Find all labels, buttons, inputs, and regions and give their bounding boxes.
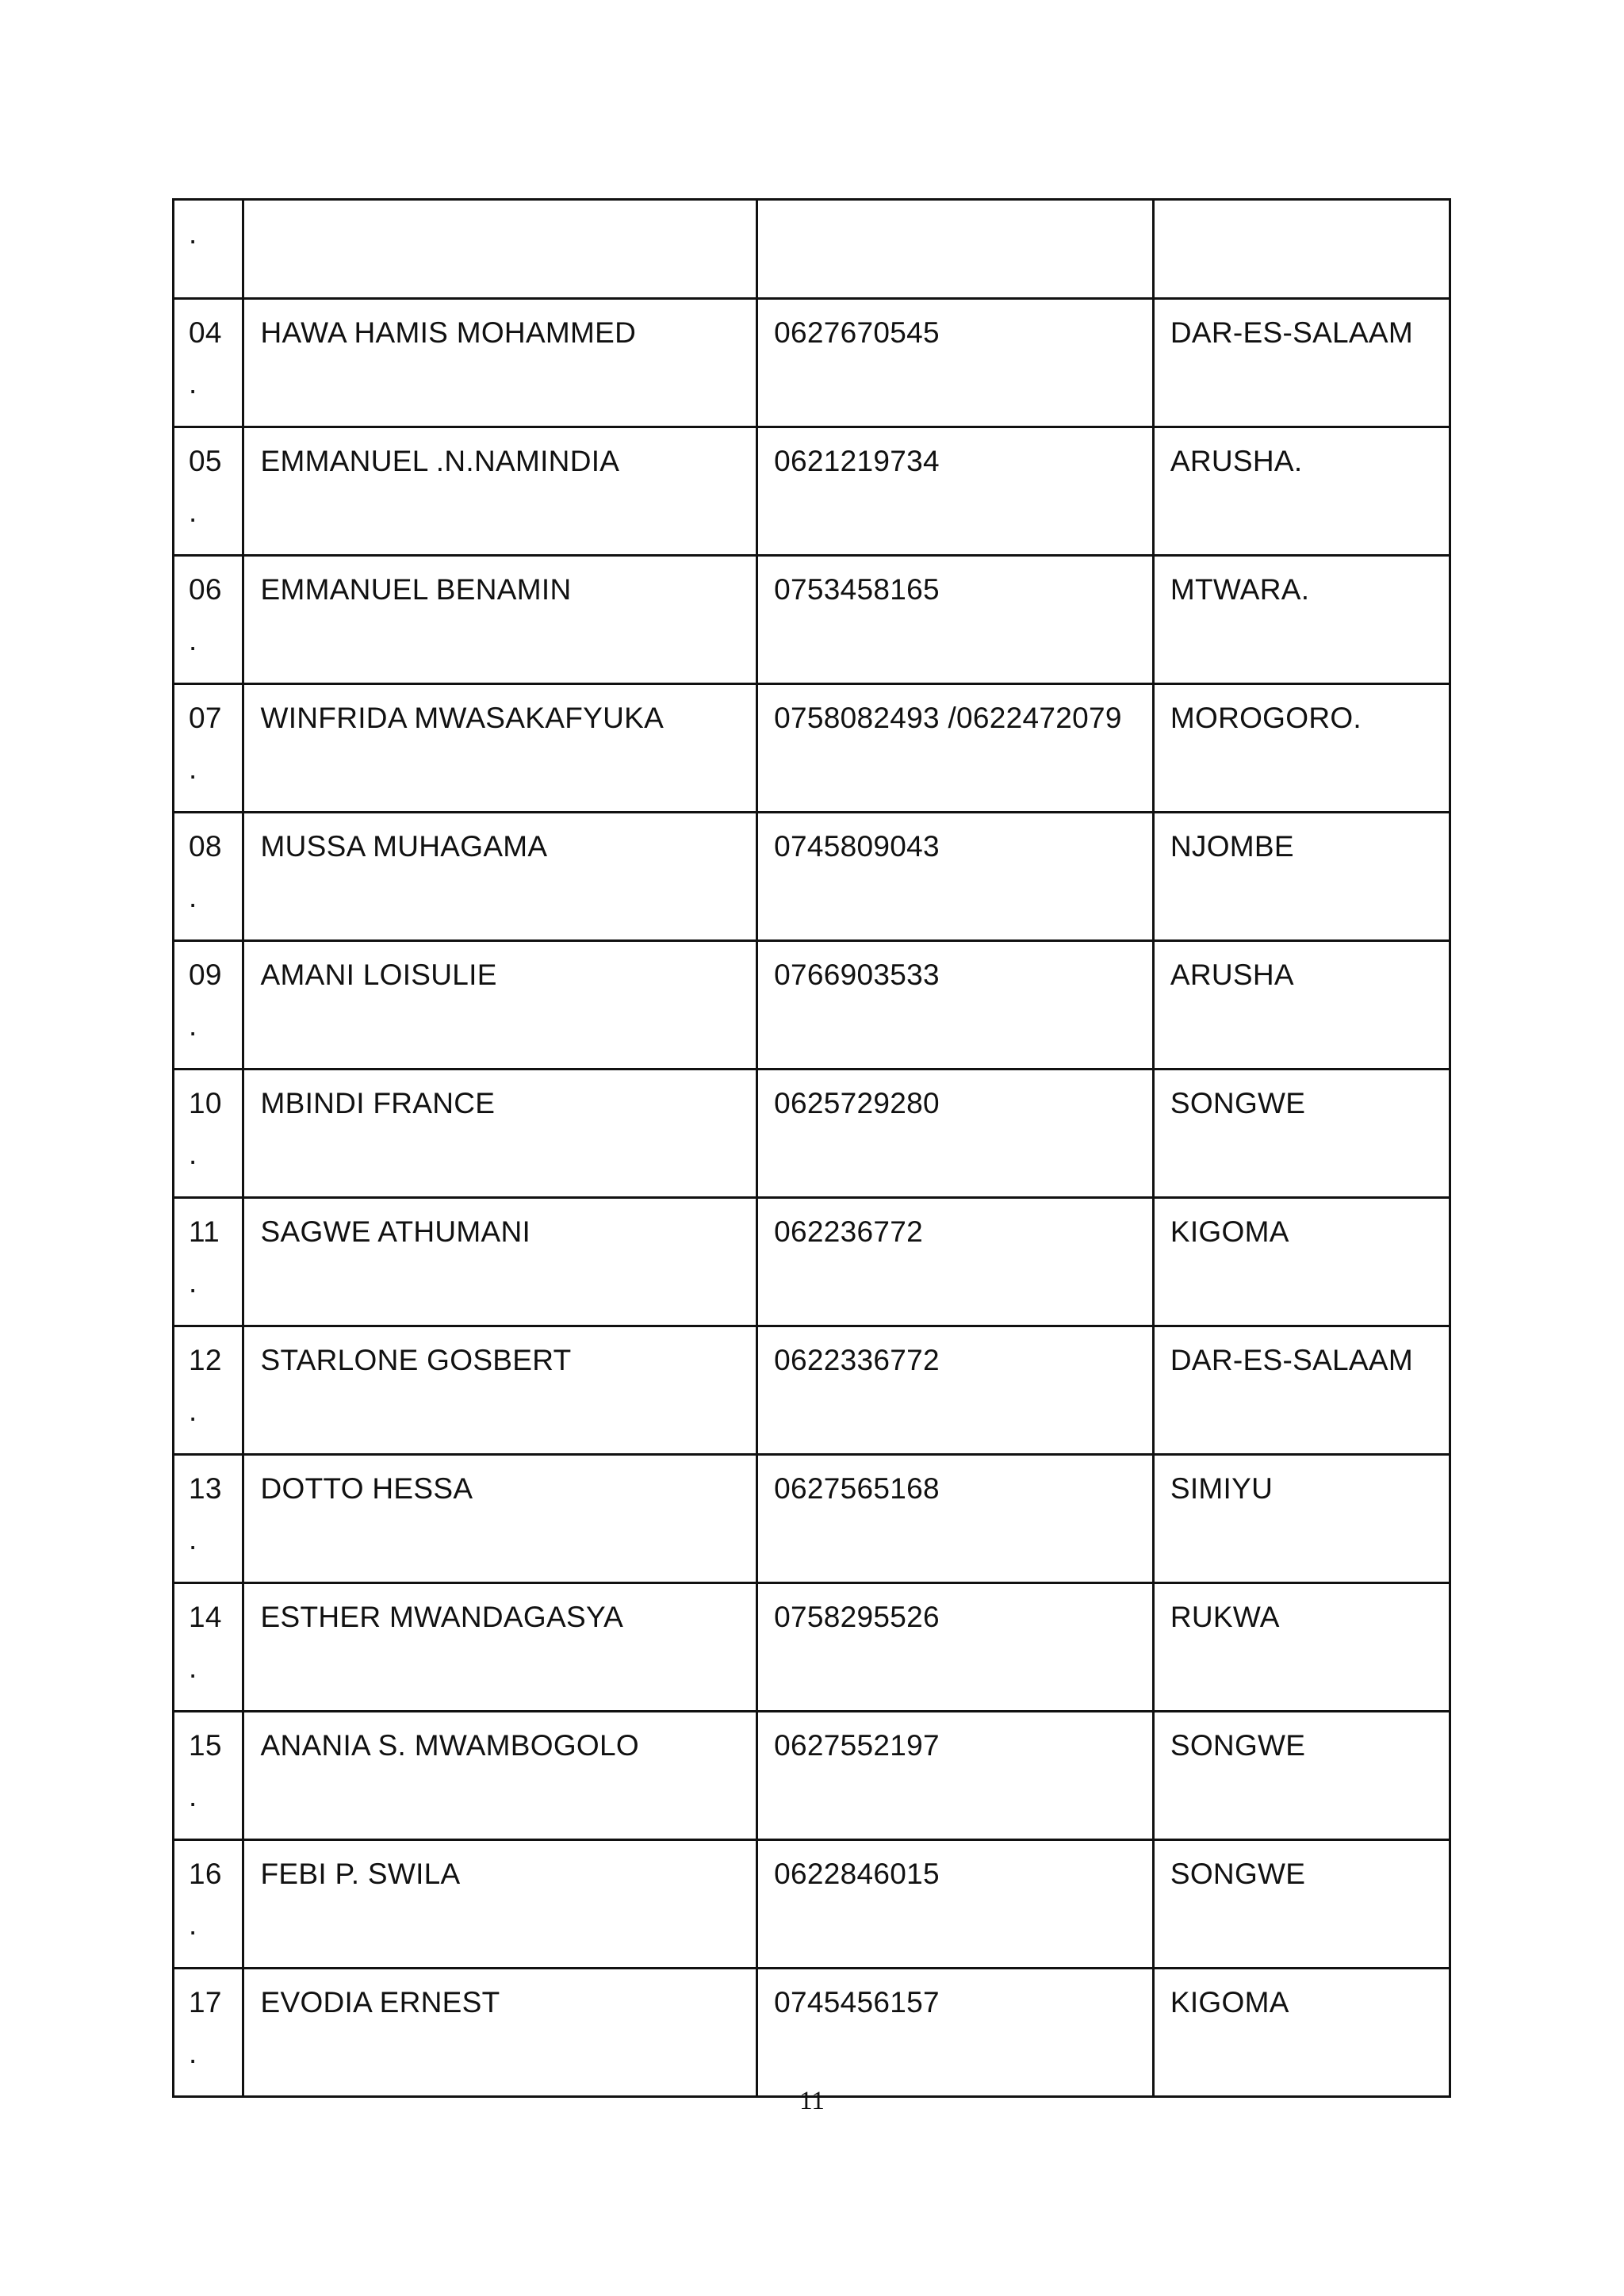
- region-cell: [1153, 1712, 1450, 1840]
- region-text: SONGWE: [1170, 1087, 1306, 1119]
- phone-text: 0627565168: [774, 1472, 940, 1505]
- phone-cell: [757, 1455, 1154, 1583]
- name-text: STARLONE GOSBERT: [260, 1344, 572, 1376]
- table-row: [174, 556, 1450, 684]
- row-number-cell: [174, 1712, 243, 1840]
- name-text: DOTTO HESSA: [260, 1472, 473, 1505]
- region-text: DAR-ES-SALAAM: [1170, 316, 1414, 349]
- phone-text: [758, 201, 1152, 209]
- phone-text: 0753458165: [774, 573, 940, 606]
- table-row: [174, 1712, 1450, 1840]
- phone-text: 062236772: [774, 1215, 923, 1248]
- table-row: [174, 941, 1450, 1070]
- row-number-suffix: .: [189, 624, 197, 656]
- name-text: MBINDI FRANCE: [260, 1087, 496, 1119]
- phone-text: 0627670545: [774, 316, 940, 349]
- row-number: 06: [189, 573, 222, 606]
- table-row: [174, 427, 1450, 556]
- row-number-cell: [174, 427, 243, 556]
- region-cell: [1153, 684, 1450, 813]
- phone-cell: [757, 427, 1154, 556]
- region-cell: [1153, 200, 1450, 299]
- row-number-suffix: .: [189, 1651, 197, 1684]
- region-cell: [1153, 941, 1450, 1070]
- region-text: MTWARA.: [1170, 573, 1310, 606]
- name-text: FEBI P. SWILA: [260, 1858, 461, 1890]
- row-number-cell: [174, 200, 243, 299]
- region-cell: [1153, 1455, 1450, 1583]
- phone-cell: [757, 200, 1154, 299]
- row-number-cell: [174, 1583, 243, 1712]
- row-number: 09: [189, 959, 222, 991]
- row-number: 13: [189, 1472, 222, 1505]
- table-row: [174, 200, 1450, 299]
- name-cell: [243, 684, 757, 813]
- name-cell: [243, 1840, 757, 1969]
- name-cell: [243, 556, 757, 684]
- name-cell: [243, 1326, 757, 1455]
- table-row: [174, 299, 1450, 427]
- name-cell: [243, 427, 757, 556]
- region-cell: [1153, 1070, 1450, 1198]
- row-number-suffix: .: [189, 217, 197, 250]
- region-cell: [1153, 299, 1450, 427]
- row-number: 12: [189, 1344, 222, 1376]
- region-text: DAR-ES-SALAAM: [1170, 1344, 1414, 1376]
- row-number-cell: [174, 1455, 243, 1583]
- row-number-suffix: .: [189, 1908, 197, 1941]
- name-text: EMMANUEL BENAMIN: [260, 573, 572, 606]
- row-number-suffix: .: [189, 367, 197, 400]
- row-number: 11: [189, 1215, 220, 1248]
- name-cell: [243, 1070, 757, 1198]
- table-row: [174, 1583, 1450, 1712]
- row-number: 17: [189, 1986, 222, 2019]
- row-number-suffix: .: [189, 2037, 197, 2069]
- row-number-cell: [174, 684, 243, 813]
- name-text: MUSSA MUHAGAMA: [260, 830, 548, 863]
- row-number-cell: [174, 941, 243, 1070]
- phone-cell: [757, 299, 1154, 427]
- region-cell: [1153, 813, 1450, 941]
- region-cell: [1153, 1198, 1450, 1326]
- region-cell: [1153, 1840, 1450, 1969]
- name-cell: [243, 1712, 757, 1840]
- row-number-cell: [174, 1198, 243, 1326]
- name-text: SAGWE ATHUMANI: [260, 1215, 531, 1248]
- name-cell: [243, 299, 757, 427]
- region-text: KIGOMA: [1170, 1215, 1289, 1248]
- phone-cell: [757, 1326, 1154, 1455]
- name-cell: [243, 200, 757, 299]
- row-number-cell: [174, 299, 243, 427]
- region-text: RUKWA: [1170, 1601, 1280, 1633]
- region-cell: [1153, 427, 1450, 556]
- phone-cell: [757, 1070, 1154, 1198]
- row-number-suffix: .: [189, 1266, 197, 1299]
- name-cell: [243, 813, 757, 941]
- region-text: SONGWE: [1170, 1729, 1306, 1762]
- name-text: WINFRIDA MWASAKAFYUKA: [260, 702, 665, 734]
- region-text: KIGOMA: [1170, 1986, 1289, 2019]
- region-text: SIMIYU: [1170, 1472, 1274, 1505]
- phone-text: 0745809043: [774, 830, 940, 863]
- phone-cell: [757, 941, 1154, 1070]
- row-number-cell: [174, 1070, 243, 1198]
- row-number: 07: [189, 702, 222, 734]
- table-row: [174, 684, 1450, 813]
- phone-text: 0758295526: [774, 1601, 940, 1633]
- region-text: ARUSHA: [1170, 959, 1294, 991]
- row-number-suffix: .: [189, 1009, 197, 1042]
- phone-cell: [757, 684, 1154, 813]
- table-row: [174, 813, 1450, 941]
- table-row: [174, 1840, 1450, 1969]
- row-number-suffix: .: [189, 881, 197, 913]
- phone-text: 0622846015: [774, 1858, 940, 1890]
- phone-text: 0625729280: [774, 1087, 940, 1119]
- row-number-cell: [174, 1969, 243, 2097]
- phone-cell: [757, 1198, 1154, 1326]
- name-text: ANANIA S. MWAMBOGOLO: [260, 1729, 639, 1762]
- row-number-suffix: .: [189, 1395, 197, 1427]
- phone-cell: [757, 1969, 1154, 2097]
- row-number-suffix: .: [189, 1523, 197, 1556]
- region-cell: [1153, 1583, 1450, 1712]
- region-text: NJOMBE: [1170, 830, 1294, 863]
- name-cell: [243, 1969, 757, 2097]
- name-cell: [243, 941, 757, 1070]
- region-text: SONGWE: [1170, 1858, 1306, 1890]
- region-text: ARUSHA.: [1170, 445, 1303, 477]
- name-cell: [243, 1455, 757, 1583]
- row-number: 04: [189, 316, 222, 349]
- row-number: 14: [189, 1601, 222, 1633]
- row-number: 16: [189, 1858, 222, 1890]
- region-cell: [1153, 556, 1450, 684]
- region-text: MOROGORO.: [1170, 702, 1362, 734]
- row-number: 05: [189, 445, 222, 477]
- phone-text: 0622336772: [774, 1344, 940, 1376]
- row-number-suffix: .: [189, 1138, 197, 1170]
- row-number-suffix: .: [189, 752, 197, 785]
- name-text: AMANI LOISULIE: [260, 959, 497, 991]
- row-number: 15: [189, 1729, 222, 1762]
- name-text: EMMANUEL .N.NAMINDIA: [260, 445, 620, 477]
- row-number-cell: [174, 1326, 243, 1455]
- table-row: [174, 1969, 1450, 2097]
- phone-cell: [757, 556, 1154, 684]
- phone-cell: [757, 1712, 1154, 1840]
- phone-cell: [757, 1840, 1154, 1969]
- contact-table-body: [174, 200, 1450, 2097]
- row-number-suffix: .: [189, 1780, 197, 1812]
- row-number-cell: [174, 1840, 243, 1969]
- row-number-suffix: .: [189, 496, 197, 528]
- phone-text: 0758082493 /0622472079: [774, 702, 1122, 734]
- table-row: [174, 1070, 1450, 1198]
- table-row: [174, 1198, 1450, 1326]
- region-cell: [1153, 1969, 1450, 2097]
- name-text: EVODIA ERNEST: [260, 1986, 500, 2019]
- table-row: [174, 1326, 1450, 1455]
- name-text: HAWA HAMIS MOHAMMED: [260, 316, 637, 349]
- phone-cell: [757, 813, 1154, 941]
- row-number-cell: [174, 813, 243, 941]
- table-row: [174, 1455, 1450, 1583]
- name-text: [244, 201, 756, 209]
- phone-text: 0621219734: [774, 445, 940, 477]
- phone-text: 0627552197: [774, 1729, 940, 1762]
- phone-cell: [757, 1583, 1154, 1712]
- region-text: [1155, 201, 1449, 209]
- name-cell: [243, 1198, 757, 1326]
- row-number-cell: [174, 556, 243, 684]
- phone-text: 0745456157: [774, 1986, 940, 2019]
- page-number: 11: [799, 2087, 825, 2115]
- name-cell: [243, 1583, 757, 1712]
- region-cell: [1153, 1326, 1450, 1455]
- phone-text: 0766903533: [774, 959, 940, 991]
- contact-table: [172, 198, 1451, 2098]
- row-number: 10: [189, 1087, 222, 1119]
- name-text: ESTHER MWANDAGASYA: [260, 1601, 624, 1633]
- row-number: 08: [189, 830, 222, 863]
